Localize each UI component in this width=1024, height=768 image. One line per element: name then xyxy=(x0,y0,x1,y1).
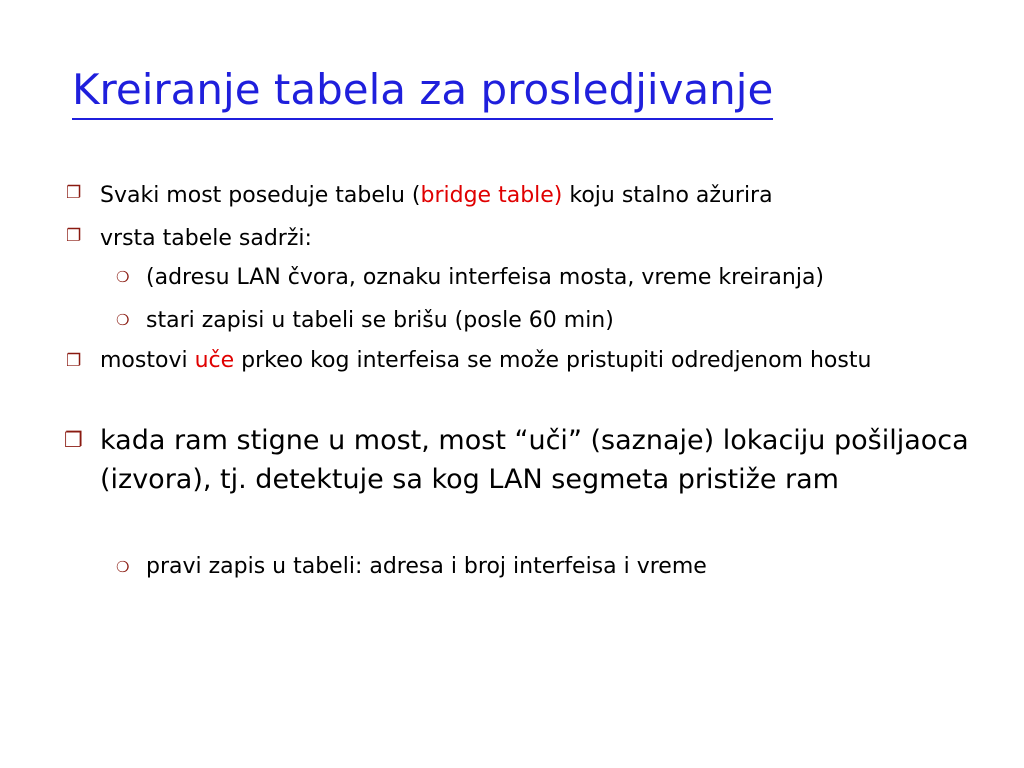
sub-bullet-2-2: stari zapisi u tabeli se brišu (posle 60 min) xyxy=(146,308,614,333)
slide-title: Kreiranje tabela za prosledjivanje xyxy=(72,64,773,120)
bullet-3-highlight: uče xyxy=(194,348,235,373)
bullet-1-highlight: bridge table) xyxy=(420,183,563,208)
bullet-3 xyxy=(100,345,970,377)
circle-bullet-icon: ❍ xyxy=(116,268,130,286)
bullet-1-text-end: koju stalno ažurira xyxy=(562,183,773,208)
square-bullet-icon: ❐ xyxy=(66,226,82,246)
bullet-4: kada ram stigne u most, most “uči” (saznaje) lokaciju pošiljaoca (izvora), tj. detektuje sa kog LAN segmeta pristiže ram xyxy=(100,425,969,495)
square-bullet-icon: ❐ xyxy=(66,351,82,371)
circle-bullet-icon: ❍ xyxy=(116,311,130,329)
circle-bullet-icon: ❍ xyxy=(116,558,130,576)
bullet-3-text-end: prkeo kog interfeisa se može pristupiti odredjenom hostu xyxy=(234,348,872,373)
bullet-2: vrsta tabele sadrži: xyxy=(100,226,312,251)
bullet-3-text: mostovi xyxy=(100,348,195,373)
square-bullet-icon: ❐ xyxy=(64,428,83,452)
bullet-1-text: Svaki most poseduje tabelu ( xyxy=(100,183,421,208)
square-bullet-icon: ❐ xyxy=(66,183,82,203)
sub-bullet-4-1: pravi zapis u tabeli: adresa i broj interfeisa i vreme xyxy=(146,554,707,579)
bullet-1 xyxy=(100,180,950,212)
sub-bullet-2-1: (adresu LAN čvora, oznaku interfeisa mosta, vreme kreiranja) xyxy=(146,265,825,290)
